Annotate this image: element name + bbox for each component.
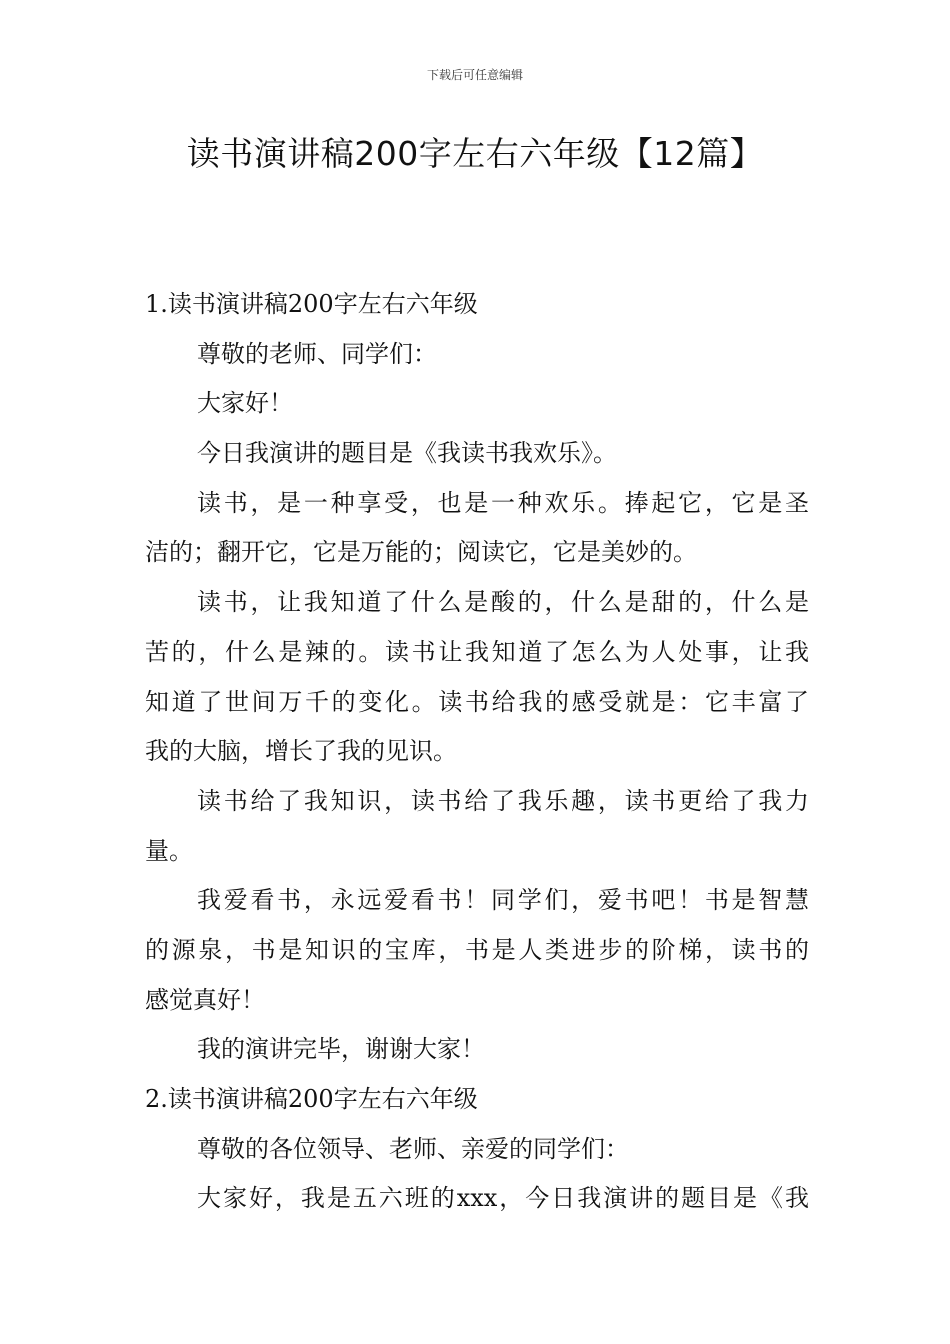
document-body <box>145 280 809 1224</box>
paragraph-line: 我的大脑，增长了我的见识。 <box>145 737 457 766</box>
paragraph-line: 的源泉，书是知识的宝库，书是人类进步的阶梯，读书的 <box>145 935 809 964</box>
closing-line: 我的演讲完毕，谢谢大家！ <box>197 1035 485 1064</box>
paragraph-line: 读书给了我知识，读书给了我乐趣，读书更给了我力 <box>197 786 809 815</box>
paragraph-line: 感觉真好！ <box>145 985 265 1014</box>
paragraph-line: 读书，是一种享受，也是一种欢乐。捧起它，它是圣 <box>197 488 809 517</box>
salutation: 尊敬的各位领导、老师、亲爱的同学们： <box>197 1134 629 1163</box>
document-title: 读书演讲稿200字左右六年级【12篇】 <box>186 134 764 173</box>
paragraph-line: 我爱看书，永远爱看书！同学们，爱书吧！书是智慧 <box>197 886 809 915</box>
paragraph-line: 知道了世间万千的变化。读书给我的感受就是：它丰富了 <box>145 687 809 716</box>
paragraph-line: 读书，让我知道了什么是酸的，什么是甜的，什么是 <box>197 588 809 617</box>
section-heading-2: 2.读书演讲稿200字左右六年级 <box>145 1085 478 1113</box>
paragraph-line: 量。 <box>145 836 193 865</box>
greeting: 大家好！ <box>197 389 293 418</box>
speech-topic: 今日我演讲的题目是《我读书我欢乐》。 <box>197 439 617 468</box>
paragraph-line: 苦的，什么是辣的。读书让我知道了怎么为人处事，让我 <box>145 637 809 666</box>
section-heading-1: 1.读书演讲稿200字左右六年级 <box>145 290 478 318</box>
salutation: 尊敬的老师、同学们： <box>197 339 437 368</box>
page-header-note: 下载后可任意编辑 <box>426 68 523 82</box>
paragraph-line: 大家好，我是五六班的xxx，今日我演讲的题目是《我 <box>197 1184 809 1213</box>
paragraph-line: 洁的；翻开它，它是万能的；阅读它，它是美妙的。 <box>145 538 697 567</box>
